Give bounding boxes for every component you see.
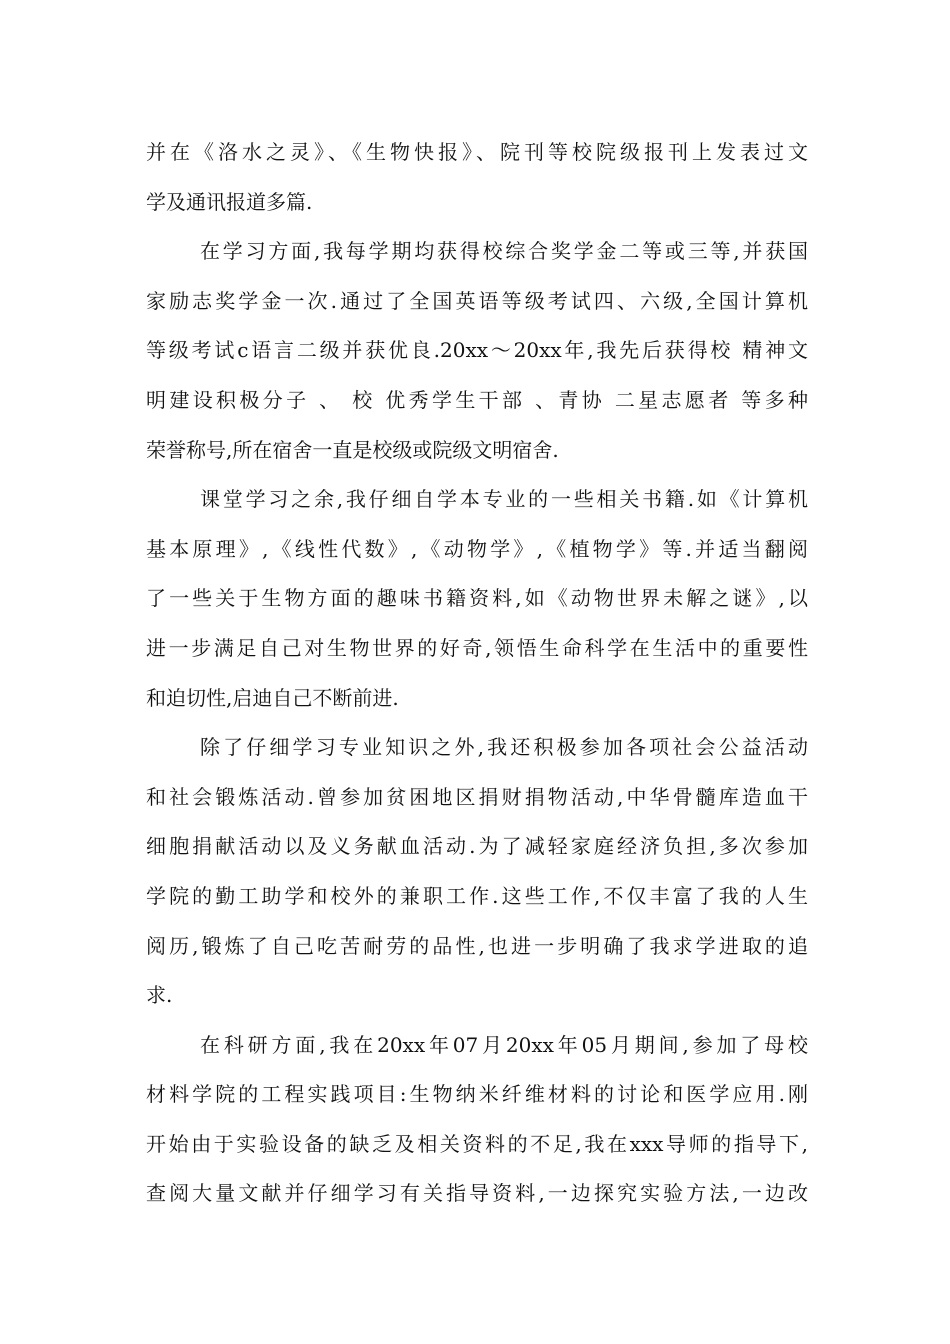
text-line: 阅历,锻炼了自己吃苦耐劳的品性,也进一步明确了我求学进取的追	[146, 933, 808, 958]
body-text	[146, 128, 808, 1219]
paragraph-start-line: 课堂学习之余,我仔细自学本专业的一些相关书籍.如《计算机	[200, 487, 808, 512]
text-line: 和社会锻炼活动.曾参加贫困地区捐财捐物活动,中华骨髓库造血干	[146, 784, 808, 809]
text-line: 查阅大量文献并仔细学习有关指导资料,一边探究实验方法,一边改	[146, 1181, 808, 1206]
paragraph-start-line: 除了仔细学习专业知识之外,我还积极参加各项社会公益活动	[200, 735, 808, 760]
text-line: 和迫切性,启迪自己不断前进.	[146, 685, 399, 710]
text-line: 荣誉称号,所在宿舍一直是校级或院级文明宿舍.	[146, 437, 559, 462]
text-line: 细胞捐献活动以及义务献血活动.为了减轻家庭经济负担,多次参加	[146, 834, 808, 859]
text-line: 材料学院的工程实践项目:生物纳米纤维材料的讨论和医学应用.刚	[146, 1082, 808, 1107]
text-line: 学及通讯报道多篇.	[146, 189, 313, 214]
paragraph-start-line: 在学习方面,我每学期均获得校综合奖学金二等或三等,并获国	[200, 239, 808, 264]
text-line: 进一步满足自己对生物世界的好奇,领悟生命科学在生活中的重要性	[146, 635, 808, 660]
text-line: 明建设积极分子 、 校 优秀学生干部 、青协 二星志愿者 等多种	[146, 387, 808, 412]
text-line: 学院的勤工助学和校外的兼职工作.这些工作,不仅丰富了我的人生	[146, 883, 808, 908]
text-line: 家励志奖学金一次.通过了全国英语等级考试四、六级,全国计算机	[146, 288, 808, 313]
text-line: 求.	[146, 983, 173, 1008]
text-line: 并在《洛水之灵》、《生物快报》、院刊等校院级报刊上发表过文	[146, 140, 808, 164]
text-line: 开始由于实验设备的缺乏及相关资料的不足,我在xxx导师的指导下,	[146, 1131, 808, 1156]
paragraph-start-line: 在科研方面,我在20xx年07月20xx年05月期间,参加了母校	[200, 1032, 808, 1057]
text-line: 等级考试c语言二级并获优良.20xx～20xx年,我先后获得校 精神文	[146, 338, 808, 363]
text-line: 基本原理》,《线性代数》,《动物学》,《植物学》等.并适当翻阅	[146, 536, 808, 561]
text-line: 了一些关于生物方面的趣味书籍资料,如《动物世界未解之谜》,以	[146, 586, 808, 611]
